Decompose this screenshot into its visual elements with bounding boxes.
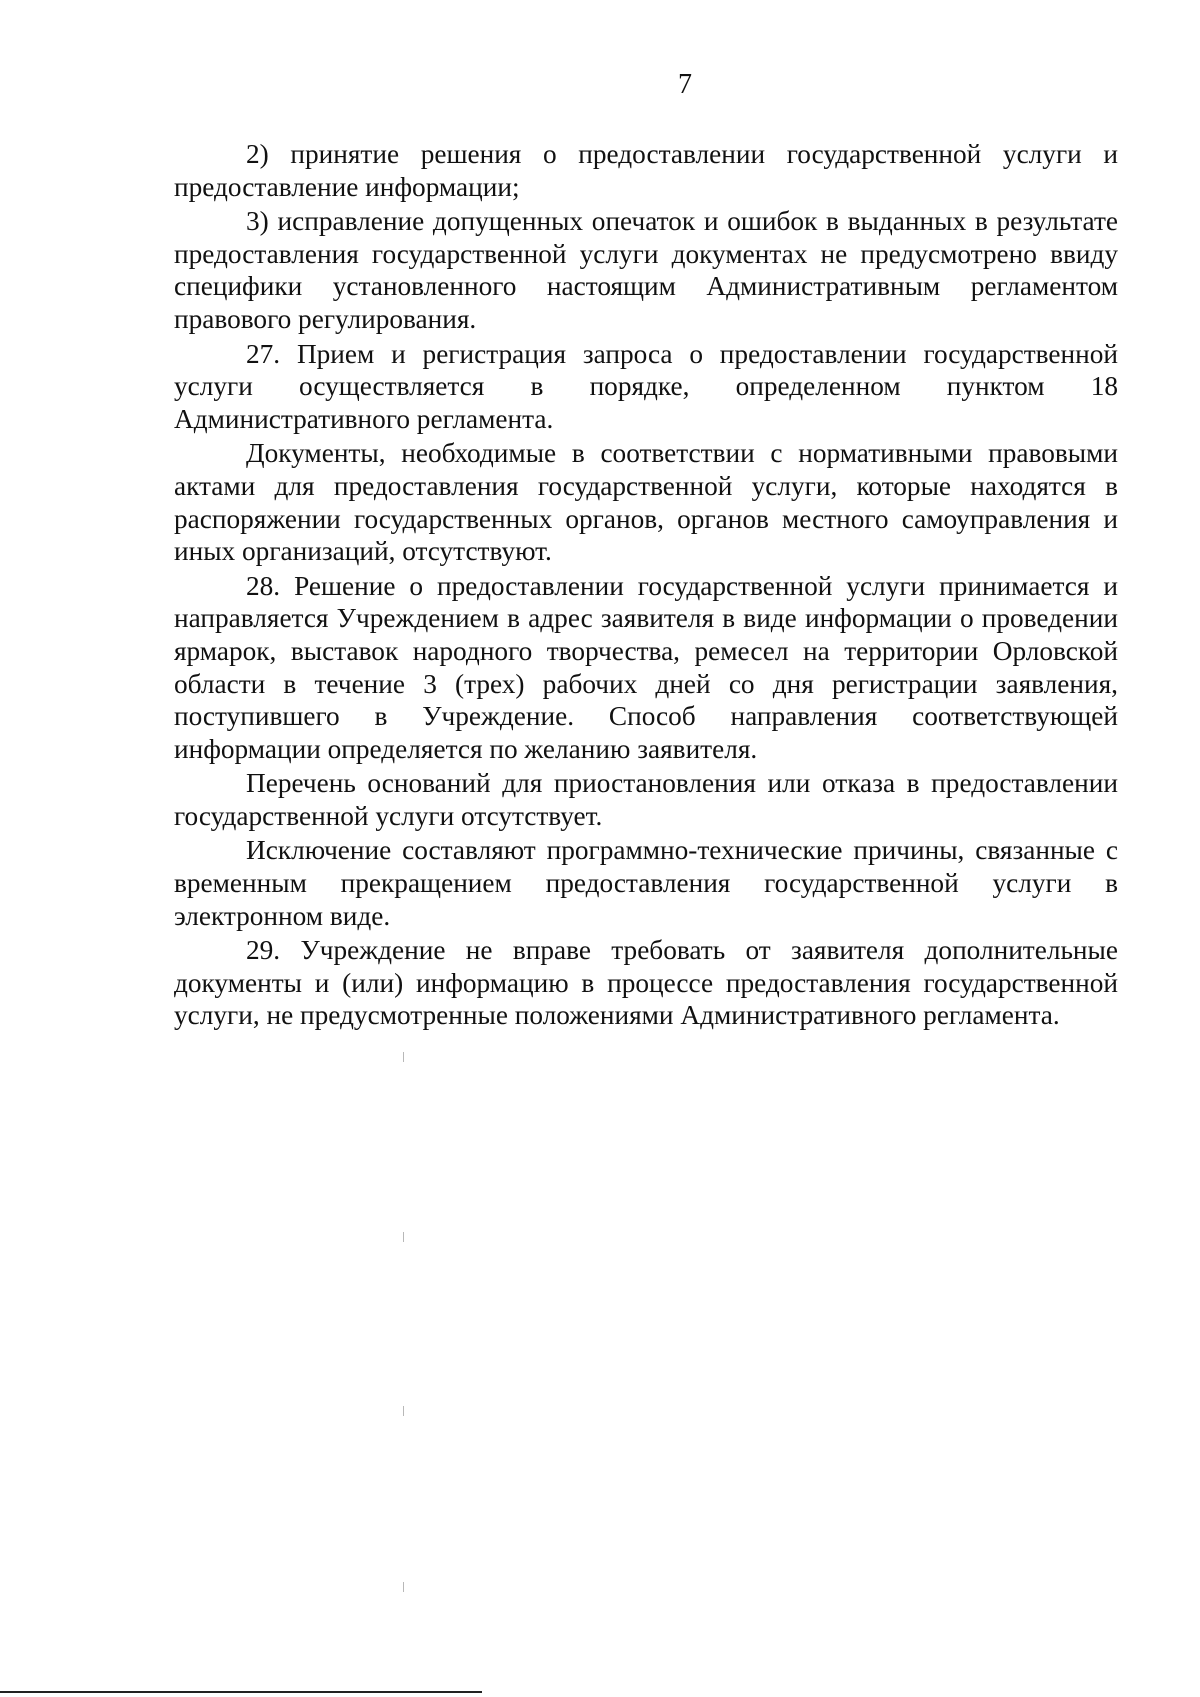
- paragraph-29: 29. Учреждение не вправе требовать от заявителя дополнительные документы и (или) информацию в процессе предоставления государственной услуги, не предусмотренные положениями Административного регламента.: [174, 935, 1118, 1031]
- document-body: [174, 138, 1118, 1032]
- paragraph-documents: Документы, необходимые в соответствии с нормативными правовыми актами для предоставления государственной услуги, которые находятся в распоряжении государственных органов, органов местного самоуправления и иных организаций, отсутствуют.: [174, 438, 1118, 567]
- scan-mark: [403, 1232, 404, 1242]
- paragraph-28: 28. Решение о предоставлении государственной услуги принимается и направляется Учреждением в адрес заявителя в виде информации о проведении ярмарок, выставок народного творчества, ремесел на территории Орловской области в течение 3 (трех) рабочих дней со дня регистрации заявления, поступившего в Учреждение. Способ направления соответствующей информации определяется по желанию заявителя.: [174, 570, 1118, 764]
- paragraph-27: 27. Прием и регистрация запроса о предоставлении государственной услуги осуществляется в порядке, определенном пунктом 18 Административного регламента.: [174, 338, 1118, 434]
- footer-rule: [0, 1691, 482, 1693]
- scan-mark: [403, 1406, 404, 1416]
- paragraph-item-2: 2) принятие решения о предоставлении государственной услуги и предоставление информации;: [174, 139, 1118, 202]
- page-number: 7: [678, 69, 692, 100]
- scan-mark: [403, 1052, 404, 1062]
- paragraph-item-3: 3) исправление допущенных опечаток и ошибок в выданных в результате предоставления государственной услуги документах не предусмотрено ввиду специфики установленного настоящим Административным регламентом правового регулирования.: [174, 206, 1118, 334]
- scan-mark: [403, 1582, 404, 1592]
- paragraph-grounds: Перечень оснований для приостановления или отказа в предоставлении государственной услуги отсутствует.: [174, 768, 1118, 831]
- paragraph-exception: Исключение составляют программно-технические причины, связанные с временным прекращением предоставления государственной услуги в электронном виде.: [174, 835, 1118, 931]
